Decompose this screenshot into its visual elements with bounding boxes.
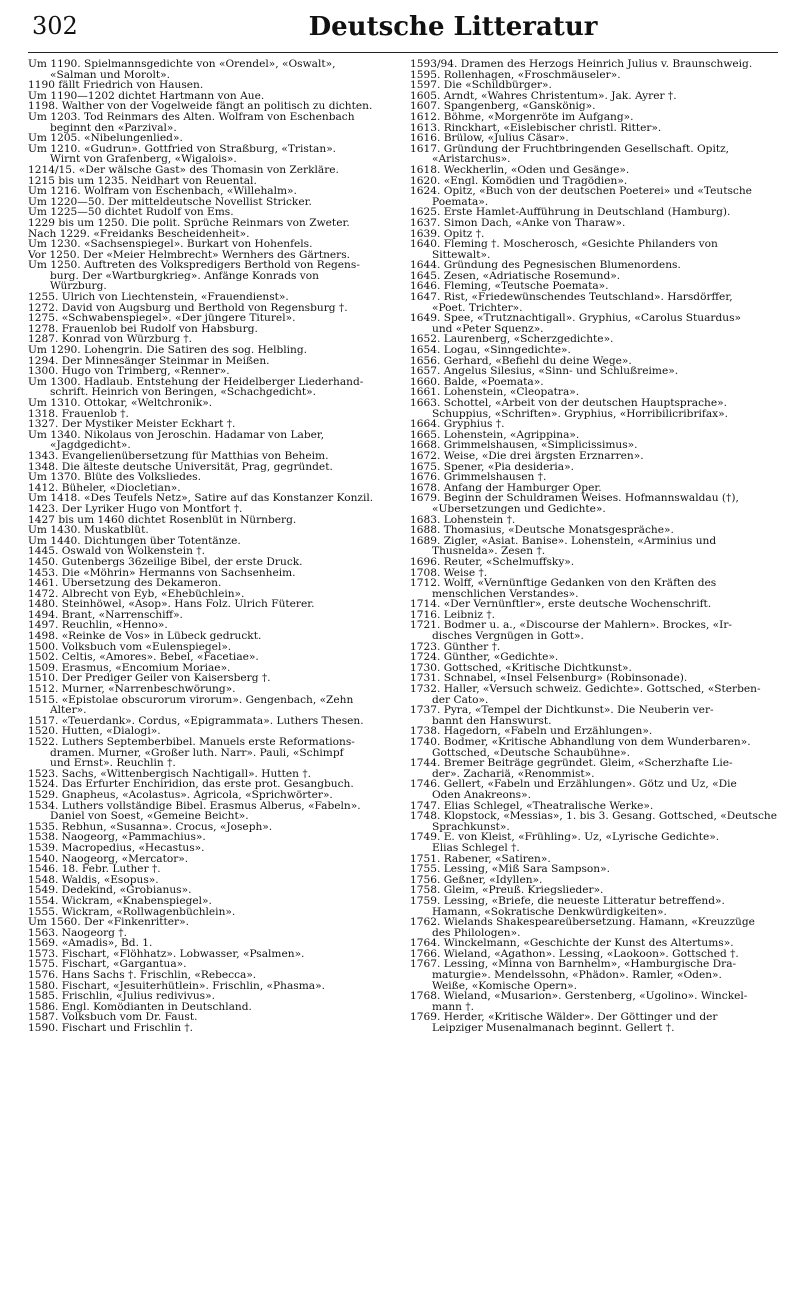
chronology-entry: 1539. Macropedius, «Hecastus».	[28, 842, 205, 854]
chronology-entry-continuation: Daniel von Soest, «Gemeine Beicht».	[50, 811, 249, 822]
chronology-entry: 1580. Fischart, «Jesuiterhütlein». Frischlin, «Phasma».	[28, 980, 325, 992]
page-title: Deutsche Litteratur	[308, 12, 598, 42]
chronology-entry-continuation: der Cato».	[432, 694, 489, 706]
chronology-entry: 1714. «Der Vernünftler», erste deutsche Wochenschrift.	[410, 599, 712, 610]
chronology-entry: 1517. «Teuerdank». Cordus, «Epigrammata». Luthers Thesen.	[28, 715, 364, 727]
chronology-entry: 1453. Die «Möhrin» Hermanns von Sachsenheim.	[28, 567, 296, 579]
chronology-entry: 1586. Engl. Komödianten in Deutschland.	[28, 1001, 252, 1013]
right-column	[410, 59, 778, 1034]
chronology-entry-continuation: Wirnt von Grafenberg, «Wigalois».	[50, 154, 237, 165]
chronology-entry: 1640. Fleming †. Moscherosch, «Gesichte Philanders von	[410, 239, 718, 250]
chronology-entry: 1327. Der Mystiker Meister Eckhart †.	[28, 419, 236, 430]
chronology-entry: 1472. Albrecht von Eyb, «Ehebüchlein».	[28, 588, 245, 600]
chronology-entry-continuation: Weiße, «Komische Opern».	[432, 980, 577, 992]
chronology-entry-continuation: «Jagdgedicht».	[50, 440, 131, 451]
chronology-entry: Nach 1229. «Freidanks Bescheidenheit».	[28, 228, 250, 240]
chronology-entry: 1748. Klopstock, «Messias», 1. bis 3. Gesang. Gottsched, «Deutsche	[410, 811, 778, 822]
chronology-entry: 1744. Bremer Beiträge gegründet. Gleim, «Scherzhafte Lie-	[410, 758, 733, 769]
chronology-entry-continuation: Hamann, «Sokratische Denkwürdigkeiten».	[432, 906, 667, 918]
chronology-entry: 1214/15. «Der wälsche Gast» des Thomasin von Zerkläre.	[28, 164, 339, 176]
chronology-entry: 1494. Brant, «Narrenschiff».	[28, 609, 183, 621]
chronology-entry: 1675. Spener, «Pia desideria».	[410, 461, 574, 473]
chronology-entry: 1595. Rollenhagen, «Froschmäuseler».	[410, 69, 621, 81]
chronology-entry: 1688. Thomasius, «Deutsche Monatsgespräche».	[410, 525, 674, 536]
chronology-entry: 1625. Erste Hamlet-Aufführung in Deutschland (Hamburg).	[410, 207, 731, 218]
chronology-entry-continuation: Schuppius, «Schriften». Gryphius, «Horribilicribrifax».	[432, 408, 728, 420]
chronology-entry: 1746. Gellert, «Fabeln und Erzählungen». Götz und Uz, «Die	[410, 779, 737, 790]
chronology-entry: 1689. Zigler, «Asiat. Banise». Lohenstein, «Arminius und	[410, 535, 717, 547]
chronology-entry-continuation: Sittewalt».	[432, 249, 491, 261]
chronology-entry-continuation: dramen. Murner, «Großer luth. Narr». Pauli, «Schimpf	[50, 747, 344, 759]
chronology-entry: 1509. Erasmus, «Encomium Moriae».	[28, 662, 231, 674]
chronology-entry: 1755. Lessing, «Miß Sara Sampson».	[410, 864, 610, 875]
chronology-entry: 1593/94. Dramen des Herzogs Heinrich Julius v. Braunschweig.	[410, 59, 753, 70]
chronology-entry: Um 1203. Tod Reinmars des Alten. Wolfram von Eschenbach	[28, 111, 355, 123]
chronology-entry: 1190 fällt Friedrich von Hausen.	[28, 80, 204, 91]
chronology-entry: 1654. Logau, «Sinngedichte».	[410, 345, 571, 356]
chronology-entry: 1644. Gründung des Pegnesischen Blumenordens.	[410, 260, 681, 271]
chronology-entry: 1427 bis um 1460 dichtet Rosenblüt in Nürnberg.	[28, 514, 297, 526]
chronology-entry: 1767. Lessing, «Minna von Barnhelm», «Hamburgische Dra-	[410, 959, 737, 971]
chronology-entry: 1730. Gottsched, «Kritische Dichtkunst».	[410, 662, 632, 674]
chronology-entry: 1649. Spee, «Trutznachtigall». Gryphius, «Carolus Stuardus»	[410, 313, 742, 324]
chronology-entry: 1652. Laurenberg, «Scherzgedichte».	[410, 334, 614, 346]
chronology-entry-continuation: Würzburg.	[50, 281, 107, 293]
chronology-entry-continuation: «Übersetzungen und Gedichte».	[432, 503, 606, 515]
chronology-entry: 1612. Böhme, «Morgenröte im Aufgang».	[410, 111, 634, 123]
chronology-entry: 1461. Übersetzung des Dekameron.	[28, 578, 222, 589]
chronology-entry: 1272. David von Augsburg und Berthold von Regensburg †.	[28, 302, 348, 314]
chronology-entry-continuation: beginnt den «Parzival».	[50, 122, 177, 134]
chronology-entry: 1480. Steinhöwel, «Äsop». Hans Folz. Ulrich Füterer.	[28, 599, 315, 610]
chronology-entry: 1229 bis um 1250. Die polit. Sprüche Reinmars von Zweter.	[28, 217, 350, 229]
chronology-entry: 1617. Gründung der Fruchtbringenden Gesellschaft. Opitz,	[410, 143, 730, 155]
chronology-entry-continuation: Alter».	[50, 705, 87, 716]
chronology-entry: Um 1430. Muskatblüt.	[28, 525, 149, 536]
chronology-entry: 1255. Ulrich von Liechtenstein, «Frauendienst».	[28, 292, 289, 303]
chronology-entry: 1555. Wickram, «Rollwagenbüchlein».	[28, 906, 236, 918]
chronology-entry: 1529. Gnapheus, «Acolastus». Agricola, «Sprichwörter».	[28, 789, 333, 801]
chronology-entry: 1215 bis um 1235. Neidhart von Reuental.	[28, 175, 257, 187]
chronology-entry: 1318. Frauenlob †.	[28, 408, 129, 420]
chronology-entry-continuation: Leipziger Musenalmanach beginnt. Gellert †.	[432, 1023, 675, 1034]
chronology-entry-continuation: «Salman und Morolt».	[50, 69, 170, 81]
chronology-entry: 1740. Bodmer, «Kritische Abhandlung von dem Wunderbaren».	[410, 737, 751, 748]
chronology-entry: Um 1440. Dichtungen über Totentänze.	[28, 535, 241, 547]
chronology-entry: Um 1418. «Des Teufels Netz», Satire auf das Konstanzer Konzil.	[28, 493, 374, 504]
chronology-entry: 1548. Waldis, «Esopus».	[28, 874, 159, 886]
chronology-entry: 1712. Wolff, «Vernünftige Gedanken von den Kräften des	[410, 578, 717, 589]
chronology-entry: 1569. «Amadis», Bd. 1.	[28, 938, 153, 949]
chronology-entry: 1737. Pyra, «Tempel der Dichtkunst». Die Neuberin ver-	[410, 705, 714, 716]
chronology-entry: 1348. Die älteste deutsche Universität, Prag, gegründet.	[28, 461, 333, 473]
chronology-entry: 1639. Opitz †.	[410, 228, 485, 240]
chronology-entry: 1759. Lessing, «Briefe, die neueste Litteratur betreffend».	[410, 895, 725, 907]
chronology-entry-continuation: Thusnelda». Zesen †.	[432, 546, 546, 557]
chronology-entry: Um 1310. Ottokar, «Weltchronik».	[28, 398, 213, 409]
chronology-entry-continuation: bannt den Hanswurst.	[432, 715, 552, 727]
chronology-entry: Um 1340. Nikolaus von Jeroschin. Hadamar von Laber,	[28, 429, 325, 441]
chronology-entry: 1605. Arndt, «Wahres Christentum». Jak. Ayrer †.	[410, 90, 677, 102]
chronology-entry: 1497. Reuchlin, «Henno».	[28, 620, 168, 632]
chronology-entry: 1520. Hutten, «Dialogi».	[28, 726, 161, 737]
chronology-entry: 1423. Der Lyriker Hugo von Montfort †.	[28, 503, 243, 515]
chronology-entry: 1287. Konrad von Würzburg †.	[28, 334, 193, 346]
chronology-entry: 1563. Naogeorg †.	[28, 927, 127, 939]
chronology-entry: Um 1230. «Sachsenspiegel». Burkart von Hohenfels.	[28, 239, 313, 250]
chronology-entry: 1678. Anfang der Hamburger Oper.	[410, 482, 602, 494]
chronology-entry: 1724. Günther, «Gedichte».	[410, 652, 559, 663]
chronology-entry: 1665. Lohenstein, «Agrippina».	[410, 429, 580, 441]
chronology-entry-continuation: «Aristarchus».	[432, 154, 511, 165]
chronology-entry: 1696. Reuter, «Schelmuffsky».	[410, 556, 575, 568]
chronology-entry: 1637. Simon Dach, «Anke von Tharaw».	[410, 217, 626, 229]
chronology-entry: 1450. Gutenbergs 36zeilige Bibel, der erste Druck.	[28, 556, 303, 568]
chronology-entry-continuation: und «Peter Squenz».	[432, 323, 544, 335]
chronology-entry: Um 1216. Wolfram von Eschenbach, «Willehalm».	[28, 186, 297, 197]
chronology-entry-continuation: burg. Der «Wartburgkrieg». Anfänge Konrads von	[50, 270, 319, 282]
chronology-entry: 1657. Angelus Silesius, «Sinn- und Schlußreime».	[410, 366, 679, 377]
chronology-entry: Um 1190. Spielmannsgedichte von «Orendel», «Oswalt»,	[28, 59, 336, 70]
chronology-entry: 1412. Büheler, «Diocletian».	[28, 482, 181, 494]
page-number: 302	[32, 12, 78, 40]
chronology-entry: 1716. Leibniz †.	[410, 609, 495, 621]
chronology-entry: Um 1220—50. Der mitteldeutsche Novellist Stricker.	[28, 196, 312, 208]
chronology-entry-continuation: menschlichen Verstandes».	[432, 588, 579, 600]
chronology-entry: 1502. Celtis, «Amores». Bebel, «Facetiae».	[28, 652, 259, 663]
chronology-entry: 1664. Gryphius †.	[410, 419, 505, 430]
chronology-entry: 1587. Volksbuch vom Dr. Faust.	[28, 1012, 198, 1024]
chronology-entry: 1768. Wieland, «Musarion». Gerstenberg, «Ugolino». Winckel-	[410, 991, 748, 1002]
chronology-entry: 1708. Weise †.	[410, 567, 488, 579]
chronology-entry: 1663. Schottel, «Arbeit von der deutschen Hauptsprache».	[410, 398, 727, 409]
chronology-entry: 1660. Balde, «Poemata».	[410, 376, 544, 388]
chronology-entry: 1624. Opitz, «Buch von der deutschen Poeterei» und «Teutsche	[410, 186, 752, 197]
chronology-entry: 1647. Rist, «Friedewünschendes Teutschland». Harsdörffer,	[410, 292, 733, 303]
chronology-entry-continuation: Poemata».	[432, 196, 489, 208]
chronology-entry: 1613. Rinckhart, «Eislebischer christl. Ritter».	[410, 122, 662, 134]
chronology-entry: 1343. Evangelienübersetzung für Matthias von Beheim.	[28, 450, 329, 462]
chronology-entry: 1620. «Engl. Komödien und Tragödien».	[410, 175, 628, 187]
chronology-entry: 1758. Gleim, «Preuß. Kriegslieder».	[410, 885, 604, 896]
chronology-entry: 1534. Luthers vollständige Bibel. Erasmus Alberus, «Fabeln».	[28, 800, 361, 812]
chronology-entry: Vor 1250. Der «Meier Helmbrecht» Wernhers des Gärtners.	[28, 249, 351, 261]
chronology-entry: 1576. Hans Sachs †. Frischlin, «Rebecca».	[28, 970, 257, 981]
chronology-entry: 1585. Frischlin, «Julius redivivus».	[28, 991, 215, 1002]
chronology-entry-continuation: schrift. Heinrich von Beringen, «Schachgedicht».	[50, 387, 316, 398]
chronology-entry: 1723. Günther †.	[410, 641, 501, 653]
chronology-entry: Um 1210. «Gudrun». Gottfried von Straßburg, «Tristan».	[28, 143, 337, 155]
chronology-entry: 1646. Fleming, «Teutsche Poemata».	[410, 281, 609, 293]
chronology-entry: 1275. «Schwabenspiegel». «Der jüngere Titurel».	[28, 313, 296, 324]
chronology-entry: 1590. Fischart und Frischlin †.	[28, 1023, 194, 1034]
chronology-entry: 1721. Bodmer u. a., «Discourse der Mahlern». Brockes, «Ir-	[410, 620, 732, 632]
chronology-entry: 1683. Lohenstein †.	[410, 514, 516, 526]
chronology-entry: 1732. Haller, «Versuch schweiz. Gedichte». Gottsched, «Sterben-	[410, 684, 761, 695]
chronology-entry-continuation: der». Zachariä, «Renommist».	[432, 768, 595, 780]
chronology-entry: 1672. Weise, «Die drei ärgsten Erznarren».	[410, 450, 644, 462]
chronology-entry: 1498. «Reinke de Vos» in Lübeck gedruckt.	[28, 631, 262, 642]
chronology-entry-continuation: maturgie». Mendelssohn, «Phädon». Ramler, «Oden».	[432, 970, 722, 981]
chronology-entry: 1515. «Epistolae obscurorum virorum». Gengenbach, «Zehn	[28, 694, 354, 706]
chronology-entry: Um 1250. Auftreten des Volkspredigers Berthold von Regens-	[28, 260, 360, 271]
chronology-entry-continuation: Gottsched, «Deutsche Schaubühne».	[432, 747, 631, 759]
chronology-entry: 1749. E. von Kleist, «Frühling». Uz, «Lyrische Gedichte».	[410, 832, 720, 843]
chronology-entry: 1607. Spangenberg, «Ganskönig».	[410, 101, 596, 112]
chronology-entry: Um 1225—50 dichtet Rudolf von Ems.	[28, 207, 234, 218]
chronology-entry: 1522. Luthers Septemberbibel. Manuels erste Reformations-	[28, 737, 355, 748]
chronology-entry: 1751. Rabener, «Satiren».	[410, 853, 551, 865]
chronology-entry-continuation: mann †.	[432, 1001, 475, 1013]
chronology-entry: 1645. Zesen, «Adriatische Rosemund».	[410, 270, 621, 282]
chronology-entry-continuation: Oden Anakreons».	[432, 789, 531, 801]
chronology-entry: 1747. Elias Schlegel, «Theatralische Werke».	[410, 800, 654, 812]
chronology-entry: 1668. Grimmelshausen, «Simplicissimus».	[410, 440, 638, 451]
chronology-entry: 1554. Wickram, «Knabenspiegel».	[28, 895, 212, 907]
chronology-entry: 1769. Herder, «Kritische Wälder». Der Göttinger und der	[410, 1012, 718, 1024]
chronology-entry-continuation: Sprachkunst».	[432, 821, 510, 833]
chronology-entry: 1756. Geßner, «Idyllen».	[410, 874, 543, 886]
chronology-entry: 1294. Der Minnesänger Steinmar in Meißen.	[28, 355, 270, 367]
chronology-entry: 1546. 18. Febr. Luther †.	[28, 864, 161, 875]
chronology-entry: 1616. Brülow, «Julius Cäsar».	[410, 133, 569, 144]
chronology-entry-continuation: «Poet. Trichter».	[432, 302, 523, 314]
chronology-entry: 1575. Fischart, «Gargantua».	[28, 959, 187, 971]
chronology-entry: 1510. Der Prediger Geiler von Kaisersberg †.	[28, 673, 271, 685]
chronology-entry: 1656. Gerhard, «Befiehl du deine Wege».	[410, 355, 632, 367]
chronology-entry-continuation: disches Vergnügen in Gott».	[432, 631, 584, 642]
chronology-entry: 1679. Beginn der Schuldramen Weises. Hofmannswaldau (†),	[410, 493, 739, 504]
chronology-entry: 1738. Hagedorn, «Fabeln und Erzählungen».	[410, 726, 653, 737]
chronology-entry: 1764. Winckelmann, «Geschichte der Kunst des Altertums».	[410, 938, 734, 949]
chronology-entry: 1445. Oswald von Wolkenstein †.	[28, 546, 205, 557]
chronology-entry: 1523. Sachs, «Wittenbergisch Nachtigall». Hutten †.	[28, 768, 311, 780]
chronology-entry-continuation: und Ernst». Reuchlin †.	[50, 758, 176, 769]
chronology-entry: 1278. Frauenlob bei Rudolf von Habsburg.	[28, 323, 258, 335]
chronology-entry: Um 1290. Lohengrin. Die Satiren des sog. Helbling.	[28, 345, 308, 356]
chronology-entry: 1300. Hugo von Trimberg, «Renner».	[28, 366, 230, 377]
chronology-entry: Um 1370. Blüte des Volksliedes.	[28, 472, 201, 483]
chronology-entry: 1731. Schnabel, «Insel Felsenburg» (Robinsonade).	[410, 673, 688, 685]
chronology-entry: 1540. Naogeorg, «Mercator».	[28, 853, 189, 865]
left-column	[28, 59, 398, 1034]
chronology-entry: 1762. Wielands Shakespeareübersetzung. Hamann, «Kreuzzüge	[410, 917, 755, 928]
chronology-entry: Um 1560. Der «Finkenritter».	[28, 917, 189, 928]
chronology-entry: 1524. Das Erfurter Enchiridion, das erste prot. Gesangbuch.	[28, 779, 354, 790]
chronology-entry: 1538. Naogeorg, «Pammachius».	[28, 832, 206, 843]
chronology-entry: 1198. Walther von der Vogelweide fängt an politisch zu dichten.	[28, 101, 373, 112]
chronology-entry: 1573. Fischart, «Flöhhatz». Lobwasser, «Psalmen».	[28, 948, 305, 960]
chronology-entry: Um 1205. «Nibelungenlied».	[28, 133, 183, 144]
chronology-entry: 1661. Lohenstein, «Cleopatra».	[410, 387, 580, 398]
chronology-entry-continuation: Elias Schlegel †.	[432, 842, 520, 854]
chronology-entry: 1512. Murner, «Narrenbeschwörung».	[28, 684, 236, 695]
chronology-columns	[28, 59, 778, 1034]
chronology-entry: Um 1300. Hadlaub. Entstehung der Heidelberger Liederhand-	[28, 376, 364, 388]
chronology-entry: Um 1190—1202 dichtet Hartmann von Aue.	[28, 90, 265, 102]
page-header	[28, 0, 778, 53]
chronology-entry-continuation: des Philologen».	[432, 927, 521, 939]
chronology-entry: 1549. Dedekind, «Grobianus».	[28, 885, 192, 896]
chronology-entry: 1676. Grimmelshausen †.	[410, 472, 547, 483]
chronology-entry: 1597. Die «Schildbürger».	[410, 80, 552, 91]
chronology-entry: 1500. Volksbuch vom «Eulenspiegel».	[28, 641, 232, 653]
chronology-entry: 1618. Weckherlin, «Oden und Gesänge».	[410, 164, 630, 176]
chronology-entry: 1766. Wieland, «Agathon». Lessing, «Laokoon». Gottsched †.	[410, 948, 739, 960]
chronology-entry: 1535. Rebhun, «Susanna». Crocus, «Joseph».	[28, 821, 273, 833]
